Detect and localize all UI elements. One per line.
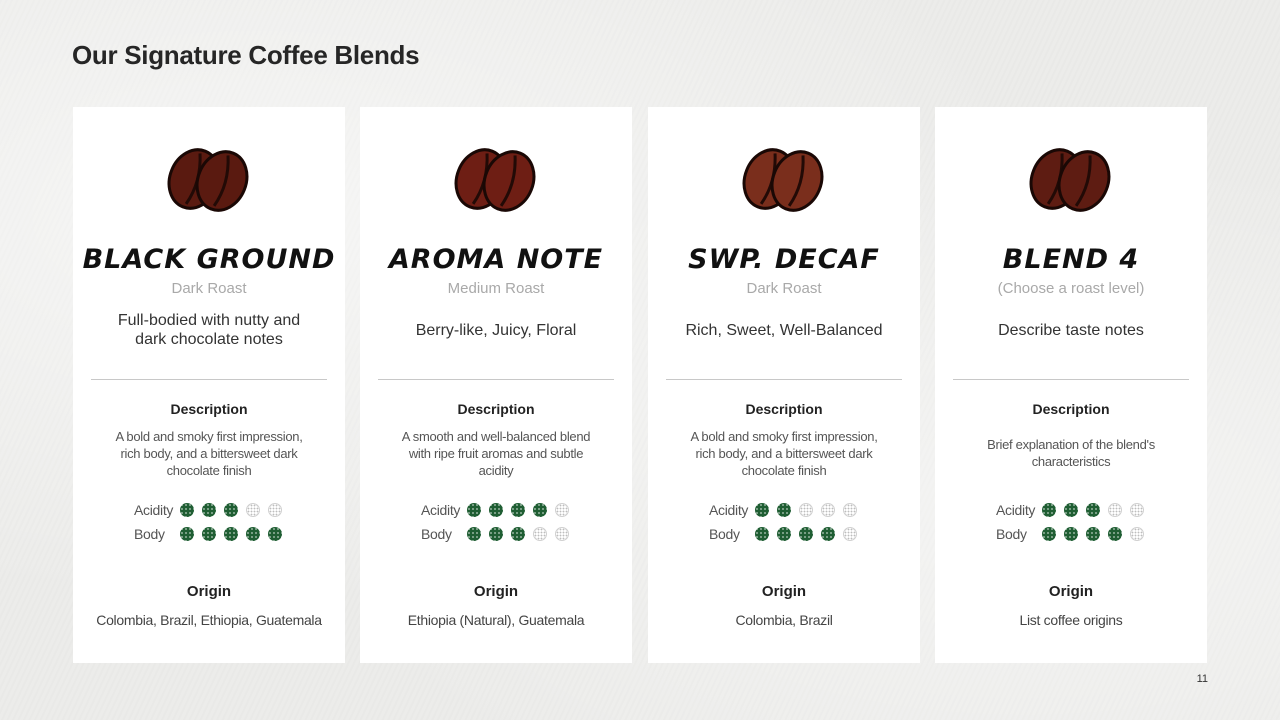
rating-dot-filled-icon bbox=[1086, 527, 1100, 541]
blend-name: AROMA NOTE bbox=[388, 244, 604, 275]
rating-dot-empty-icon bbox=[1130, 503, 1144, 517]
rating-dot-empty-icon bbox=[1108, 503, 1122, 517]
blend-name: BLACK GROUND bbox=[82, 244, 336, 275]
rating-dot-filled-icon bbox=[467, 503, 481, 517]
rating-dot-filled-icon bbox=[1064, 503, 1078, 517]
body-dots bbox=[755, 527, 857, 541]
rating-dot-filled-icon bbox=[755, 503, 769, 517]
origin-heading: Origin bbox=[473, 583, 519, 600]
blend-card bbox=[73, 107, 345, 663]
rating-dot-filled-icon bbox=[1108, 527, 1122, 541]
slide-title: Our Signature Coffee Blends bbox=[72, 40, 420, 70]
acidity-label: Acidity bbox=[134, 502, 174, 518]
rating-dot-filled-icon bbox=[489, 503, 503, 517]
body-label: Body bbox=[709, 526, 740, 542]
acidity-rating bbox=[421, 500, 591, 520]
origin-list: Colombia, Brazil bbox=[735, 612, 833, 628]
roast-level: Dark Roast bbox=[746, 280, 822, 297]
origin-list: Colombia, Brazil, Ethiopia, Guatemala bbox=[96, 612, 322, 628]
rating-dot-filled-icon bbox=[467, 527, 481, 541]
acidity-rating bbox=[134, 500, 304, 520]
origin-list: List coffee origins bbox=[1019, 612, 1123, 628]
acidity-label: Acidity bbox=[996, 502, 1036, 518]
blend-description: Brief explanation of the blend's characteristics bbox=[987, 437, 1155, 469]
body-rating bbox=[134, 524, 304, 544]
roast-level: Medium Roast bbox=[447, 280, 545, 297]
rating-dot-filled-icon bbox=[489, 527, 503, 541]
rating-dot-empty-icon bbox=[1130, 527, 1144, 541]
rating-dot-filled-icon bbox=[268, 527, 282, 541]
taste-notes: Berry-like, Juicy, Floral bbox=[415, 321, 577, 339]
rating-dot-filled-icon bbox=[1042, 527, 1056, 541]
rating-dot-filled-icon bbox=[799, 527, 813, 541]
rating-dot-filled-icon bbox=[511, 527, 525, 541]
description-heading: Description bbox=[1032, 401, 1110, 417]
taste-notes: Describe taste notes bbox=[998, 321, 1144, 339]
rating-dot-empty-icon bbox=[821, 503, 835, 517]
roast-level: (Choose a roast level) bbox=[997, 280, 1145, 297]
description-heading: Description bbox=[170, 401, 248, 417]
rating-dot-filled-icon bbox=[511, 503, 525, 517]
rating-dot-filled-icon bbox=[246, 527, 260, 541]
rating-dot-filled-icon bbox=[821, 527, 835, 541]
body-label: Body bbox=[421, 526, 452, 542]
coffee-beans-icon bbox=[1026, 145, 1116, 213]
rating-dot-filled-icon bbox=[180, 503, 194, 517]
rating-dot-empty-icon bbox=[843, 503, 857, 517]
blend-description: A smooth and well-balanced blend with ripe fruit aromas and subtle acidity bbox=[401, 428, 591, 478]
rating-dot-filled-icon bbox=[1042, 503, 1056, 517]
coffee-beans-icon bbox=[451, 145, 541, 213]
blend-name: BLEND 4 bbox=[1002, 244, 1140, 275]
blend-name: SWP. DECAF bbox=[688, 244, 880, 275]
body-dots bbox=[467, 527, 569, 541]
origin-heading: Origin bbox=[186, 583, 232, 600]
origin-heading: Origin bbox=[1048, 583, 1094, 600]
rating-dot-empty-icon bbox=[533, 527, 547, 541]
body-label: Body bbox=[134, 526, 165, 542]
rating-dot-filled-icon bbox=[224, 503, 238, 517]
rating-dot-filled-icon bbox=[202, 527, 216, 541]
blend-card bbox=[648, 107, 920, 663]
rating-dot-filled-icon bbox=[1064, 527, 1078, 541]
rating-dot-filled-icon bbox=[755, 527, 769, 541]
origin-list: Ethiopia (Natural), Guatemala bbox=[407, 612, 585, 628]
body-rating bbox=[996, 524, 1166, 544]
rating-dot-filled-icon bbox=[224, 527, 238, 541]
body-label: Body bbox=[996, 526, 1027, 542]
card-divider bbox=[666, 379, 902, 380]
description-heading: Description bbox=[745, 401, 823, 417]
coffee-beans-icon bbox=[739, 145, 829, 213]
roast-level: Dark Roast bbox=[171, 280, 247, 297]
acidity-dots bbox=[755, 503, 857, 517]
acidity-label: Acidity bbox=[709, 502, 749, 518]
card-divider bbox=[91, 379, 327, 380]
taste-notes: Full-bodied with nutty and dark chocolate notes bbox=[117, 312, 301, 348]
acidity-rating bbox=[709, 500, 879, 520]
blend-card bbox=[360, 107, 632, 663]
body-dots bbox=[1042, 527, 1144, 541]
rating-dot-empty-icon bbox=[555, 527, 569, 541]
card-divider bbox=[953, 379, 1189, 380]
rating-dot-filled-icon bbox=[202, 503, 216, 517]
card-divider bbox=[378, 379, 614, 380]
blend-description: A bold and smoky first impression, rich body, and a bittersweet dark chocolate finish bbox=[115, 428, 303, 478]
rating-dot-filled-icon bbox=[1086, 503, 1100, 517]
body-rating bbox=[709, 524, 879, 544]
rating-dot-empty-icon bbox=[555, 503, 569, 517]
rating-dot-empty-icon bbox=[843, 527, 857, 541]
blend-card bbox=[935, 107, 1207, 663]
acidity-label: Acidity bbox=[421, 502, 461, 518]
taste-notes: Rich, Sweet, Well-Balanced bbox=[685, 321, 883, 339]
origin-heading: Origin bbox=[761, 583, 807, 600]
rating-dot-filled-icon bbox=[777, 503, 791, 517]
acidity-dots bbox=[1042, 503, 1144, 517]
rating-dot-empty-icon bbox=[246, 503, 260, 517]
acidity-dots bbox=[180, 503, 282, 517]
rating-dot-empty-icon bbox=[799, 503, 813, 517]
description-heading: Description bbox=[457, 401, 535, 417]
coffee-beans-icon bbox=[164, 145, 254, 213]
rating-dot-filled-icon bbox=[533, 503, 547, 517]
rating-dot-filled-icon bbox=[777, 527, 791, 541]
body-rating bbox=[421, 524, 591, 544]
rating-dot-filled-icon bbox=[180, 527, 194, 541]
page-number: 11 bbox=[1196, 673, 1208, 685]
body-dots bbox=[180, 527, 282, 541]
rating-dot-empty-icon bbox=[268, 503, 282, 517]
blend-description: A bold and smoky first impression, rich body, and a bittersweet dark chocolate finish bbox=[690, 428, 878, 478]
acidity-dots bbox=[467, 503, 569, 517]
acidity-rating bbox=[996, 500, 1166, 520]
